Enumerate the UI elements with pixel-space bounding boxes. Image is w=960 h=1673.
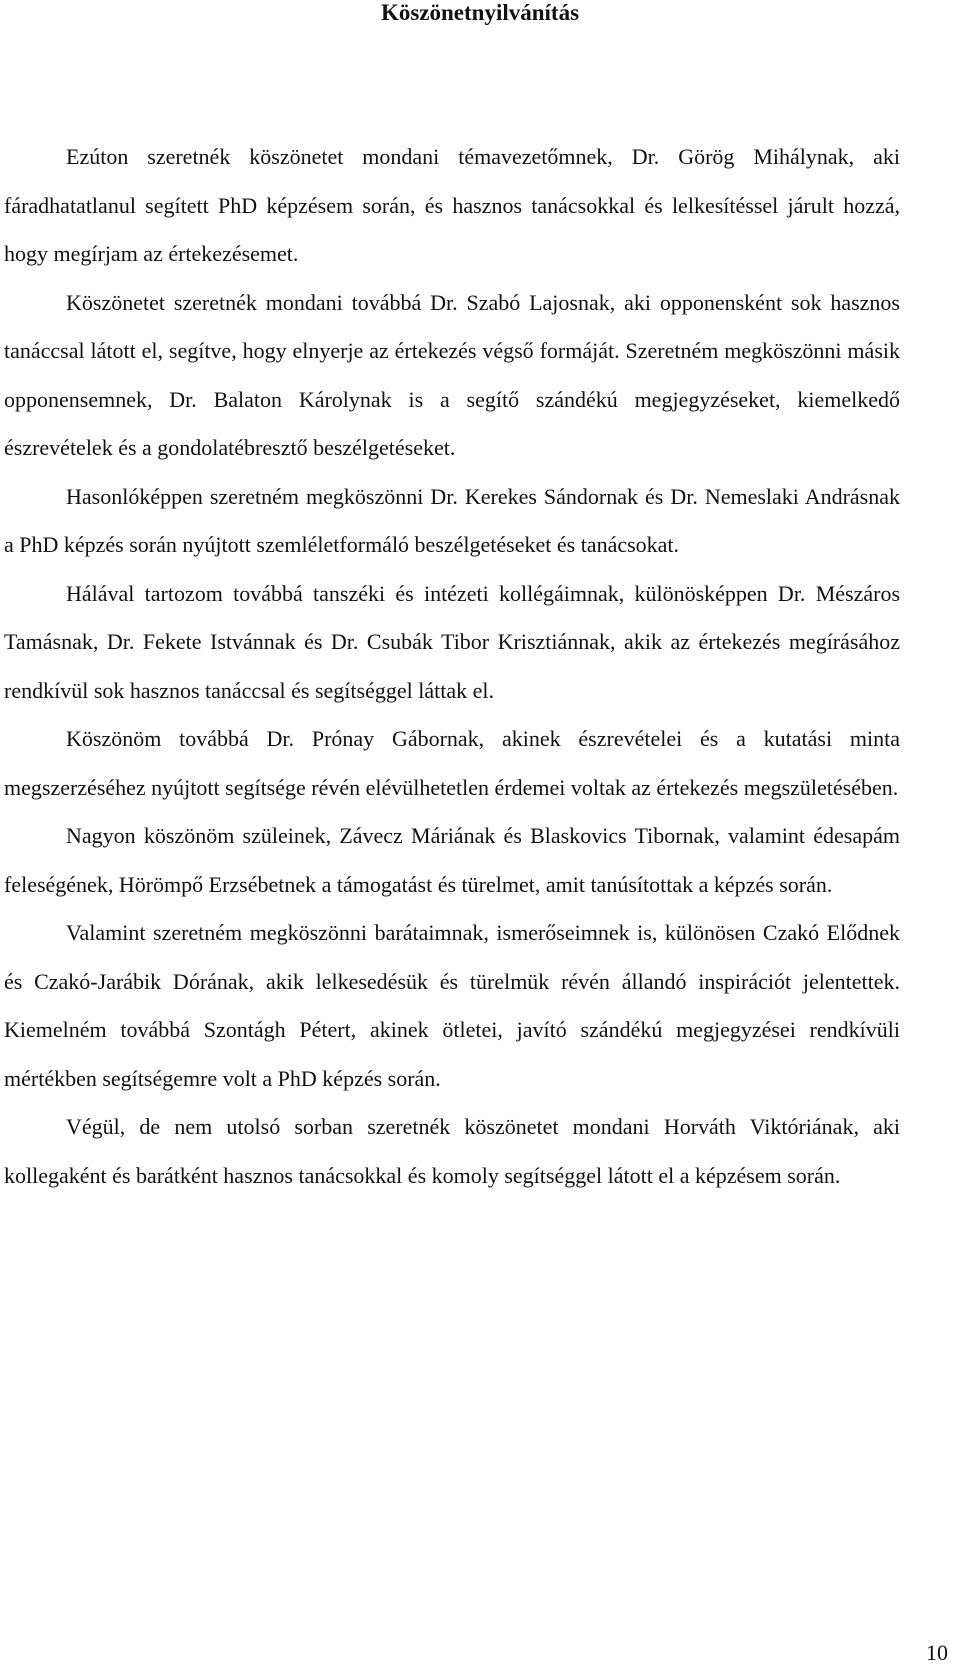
- page-number: 10: [926, 1640, 948, 1665]
- paragraph-research-sample: Köszönöm továbbá Dr. Prónay Gábornak, akinek észrevételei és a kutatási minta megszerzéséhez nyújtott segítsége révén elévülhetetlen érdemei voltak az értekezés megszületésében.: [4, 726, 900, 800]
- paragraph-closing: Végül, de nem utolsó sorban szeretnék köszönetet mondani Horváth Viktóriának, aki kollegaként és barátként hasznos tanácsokkal és komoly segítséggel látott el a képzésem során.: [4, 1114, 900, 1188]
- paragraph-colleagues: Hálával tartozom továbbá tanszéki és intézeti kollégáimnak, különösképpen Dr. Mészáros Tamásnak, Dr. Fekete Istvánnak és Dr. Csubák Tibor Krisztiánnak, akik az értekezés megírásához rendkívül sok hasznos tanáccsal és segítséggel láttak el.: [4, 580, 900, 703]
- paragraph-family: Nagyon köszönöm szüleinek, Závecz Máriának és Blaskovics Tibornak, valamint édesapám feleségének, Hörömpő Erzsébetnek a támogatást és türelmet, amit tanúsítottak a képzés során.: [4, 823, 900, 897]
- page-title: Köszönetnyilvánítás: [380, 0, 580, 25]
- paragraph-thesis-supervisor: Ezúton szeretnék köszönetet mondani témavezetőmnek, Dr. Görög Mihálynak, aki fáradhatatlanul segített PhD képzésem során, és hasznos tanácsokkal és lelkesítéssel járult hozzá, hogy megírjam az értekezésemet.: [4, 144, 900, 266]
- paragraph-phd-mentors: Hasonlóképpen szeretném megköszönni Dr. Kerekes Sándornak és Dr. Nemeslaki Andrásnak a PhD képzés során nyújtott szemléletformáló beszélgetéseket és tanácsokat.: [4, 483, 900, 557]
- acknowledgement-body: [4, 133, 900, 1200]
- paragraph-friends: Valamint szeretném megköszönni barátaimnak, ismerőseimnek is, különösen Czakó Elődnek és Czakó-Jarábik Dórának, akik lelkesedésük és türelmük révén állandó inspirációt jelentettek. Kiemelném továbbá Szontágh Pétert, akinek ötletei, javító szándékú megjegyzései rendkívüli mértékben segítségemre volt a PhD képzés során.: [4, 920, 900, 1091]
- paragraph-opponents: Köszönetet szeretnék mondani továbbá Dr. Szabó Lajosnak, aki opponensként sok hasznos tanáccsal látott el, segítve, hogy elnyerje az értekezés végső formáját. Szeretném megköszönni másik opponensemnek, Dr. Balaton Károlynak is a segítő szándékú megjegyzéseket, kiemelkedő észrevételek és a gondolatébresztő beszélgetéseket.: [4, 289, 900, 460]
